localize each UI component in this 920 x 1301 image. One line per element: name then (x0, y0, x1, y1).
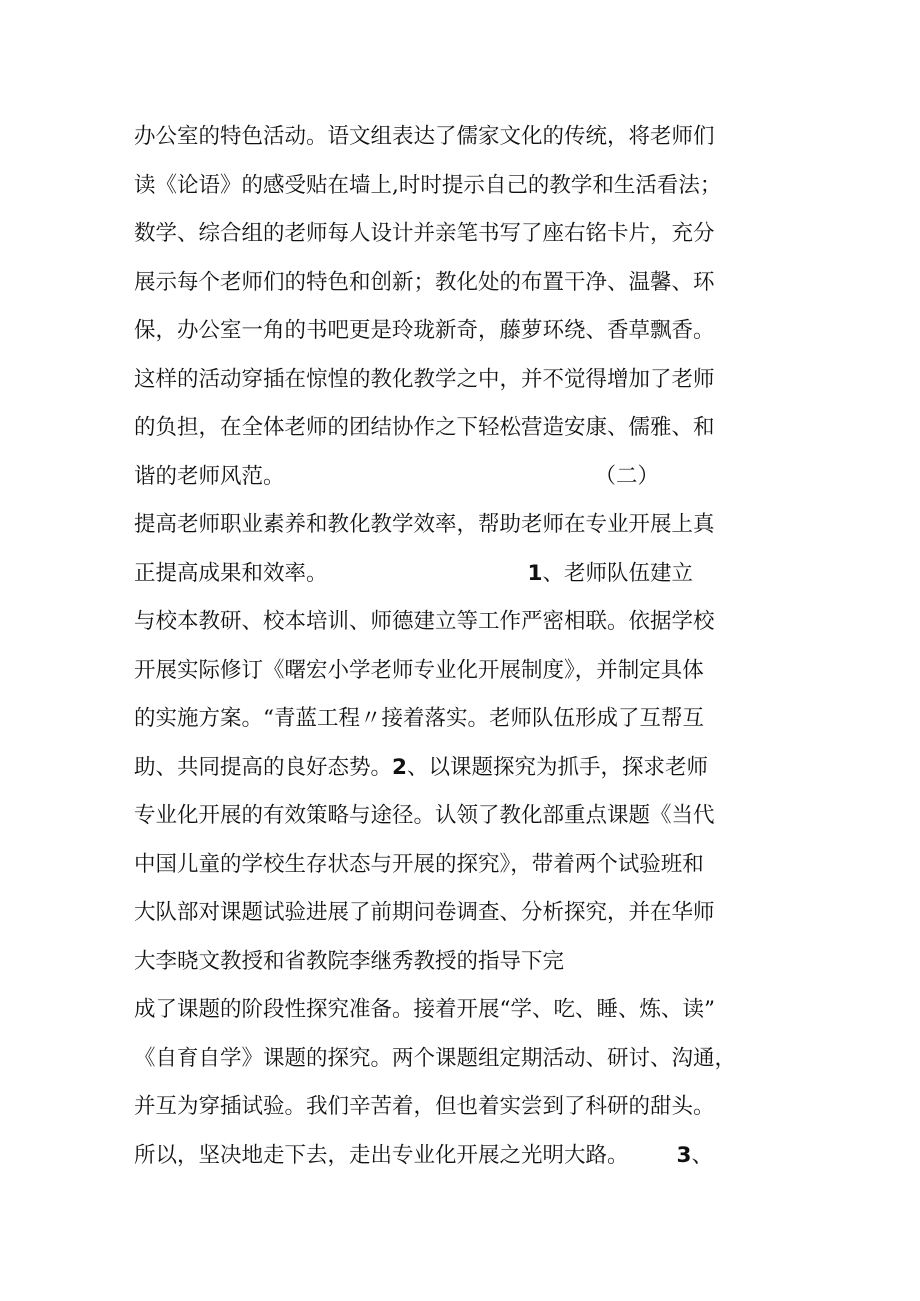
item-number: 2 (392, 754, 407, 780)
line-text: 谐的老师风范。 (134, 463, 285, 489)
line-text: 助、共同提高的良好态势。 (134, 754, 393, 780)
section-number: （二） (594, 463, 660, 489)
text-line: 展示每个老师们的特色和创新；教化处的布置干净、温馨、环 (134, 269, 715, 295)
text-line (134, 550, 804, 599)
text-line: 数学、综合组的老师每人设计并亲笔书写了座右铭卡片，充分 (134, 221, 715, 246)
text-line: 的负担，在全体老师的团结协作之下轻松营造安康、儒雅、和 (134, 415, 715, 440)
text-line: 《自育自学》课题的探究。两个课题组定期活动、研讨、沟通， (134, 1045, 737, 1071)
text-line: 的实施方案。“青蓝工程〃接着落实。老师队伍形成了互帮互 (134, 706, 704, 731)
line-text: 、以课题探究为抓手，探求老师 (406, 754, 708, 780)
text-line: 专业化开展的有效策略与途径。认领了教化部重点课题《当代 (134, 803, 715, 828)
text-line (134, 1132, 804, 1181)
text-line: 中国儿童的学校生存状态与开展的探究》，带着两个试验班和 (134, 851, 704, 877)
text-line: 开展实际修订《曙宏小学老师专业化开展制度》，并制定具体 (134, 657, 704, 683)
line-text: 、 (691, 1142, 713, 1168)
text-line: 成了课题的阶段性探究准备。接着开展“学、吃、睡、炼、读” (134, 997, 715, 1022)
item-heading: 、老师队伍建立 (542, 560, 693, 586)
text-line (134, 744, 804, 793)
body-text (134, 113, 804, 1180)
text-line: 这样的活动穿插在惊惶的教化教学之中，并不觉得增加了老师 (134, 366, 715, 392)
item-number: 3 (676, 1142, 692, 1168)
line-text: 正提高成果和效率。 (134, 560, 328, 586)
text-line: 保，办公室一角的书吧更是玲珑新奇，藤萝环绕、香草飘香。 (134, 318, 715, 343)
item-number: 1 (527, 560, 543, 586)
text-line (134, 453, 804, 502)
text-line: 办公室的特色活动。语文组表达了儒家文化的传统，将老师们 (134, 124, 715, 149)
text-line: 并互为穿插试验。我们辛苦着，但也着实尝到了科研的甜头。 (134, 1094, 715, 1119)
text-line: 大李晓文教授和省教院李继秀教授的指导下完 (134, 948, 565, 974)
text-line: 与校本教研、校本培训、师德建立等工作严密相联。依据学校 (134, 609, 715, 634)
line-text: 所以，坚决地走下去，走出专业化开展之光明大路。 (134, 1142, 629, 1168)
text-line: 读《论语》的感受贴在墙上,时时提示自己的教学和生活看法； (134, 172, 722, 198)
text-line: 大队部对课题试验进展了前期问卷调查、分析探究，并在华师 (134, 900, 715, 925)
text-line: 提高老师职业素养和教化教学效率，帮助老师在专业开展上真 (134, 512, 715, 537)
